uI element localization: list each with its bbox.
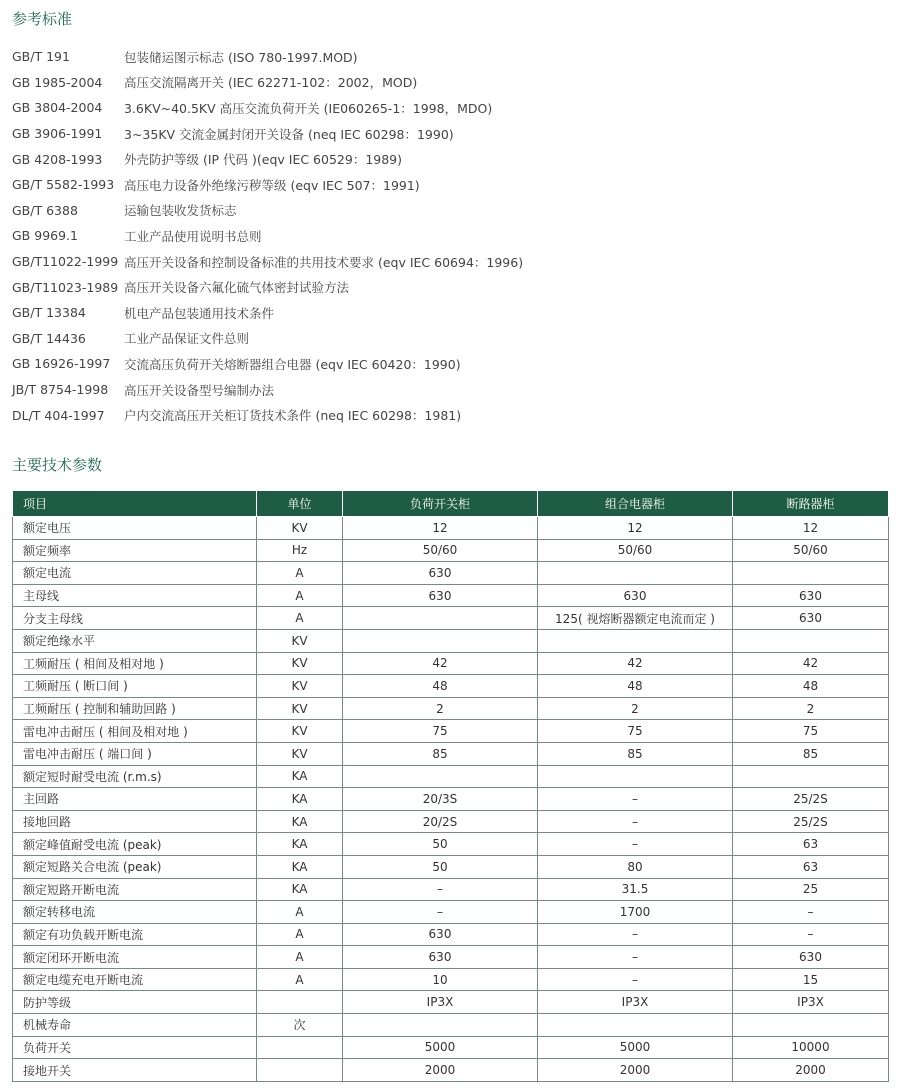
param-name-cell: 额定短路关合电流 (peak) xyxy=(13,855,257,878)
param-value-cell: 630 xyxy=(733,607,889,630)
param-value-cell: A xyxy=(257,562,343,585)
param-value-cell: KV xyxy=(257,517,343,540)
reference-name: 高压电力设备外绝缘污秽等级 (eqv IEC 507：1991) xyxy=(124,177,420,193)
param-value-cell: 25/2S xyxy=(733,788,889,811)
param-value-cell: 2 xyxy=(343,697,538,720)
param-name-cell: 额定电流 xyxy=(13,562,257,585)
column-header: 组合电器柜 xyxy=(538,491,733,517)
param-value-cell: IP3X xyxy=(733,991,889,1014)
param-value-cell xyxy=(343,1014,538,1037)
param-name-cell: 雷电冲击耐压 ( 端口间 ) xyxy=(13,742,257,765)
table-row xyxy=(13,1059,889,1082)
param-value-cell: 42 xyxy=(733,652,889,675)
param-value-cell: 42 xyxy=(538,652,733,675)
table-row xyxy=(13,629,889,652)
reference-name: 高压开关设备六氟化硫气体密封试验方法 xyxy=(124,280,350,296)
param-value-cell: 50/60 xyxy=(733,539,889,562)
reference-name: 包装储运图示标志 (ISO 780-1997.MOD) xyxy=(124,49,358,65)
reference-name: 高压开关设备型号编制办法 xyxy=(124,382,275,398)
reference-code: GB/T11022-1999 xyxy=(12,254,119,270)
param-name-cell: 机械寿命 xyxy=(13,1014,257,1037)
param-value-cell: 20/2S xyxy=(343,810,538,833)
param-value-cell xyxy=(733,765,889,788)
reference-row xyxy=(12,300,882,326)
table-row xyxy=(13,991,889,1014)
param-value-cell xyxy=(343,629,538,652)
param-value-cell: 12 xyxy=(343,517,538,540)
table-row xyxy=(13,946,889,969)
param-value-cell: KA xyxy=(257,788,343,811)
table-row xyxy=(13,788,889,811)
param-value-cell: KV xyxy=(257,697,343,720)
param-value-cell: IP3X xyxy=(538,991,733,1014)
reference-name: 运输包装收发货标志 xyxy=(124,203,237,219)
param-value-cell: A xyxy=(257,607,343,630)
param-value-cell: 75 xyxy=(538,720,733,743)
param-name-cell: 额定绝缘水平 xyxy=(13,629,257,652)
table-row xyxy=(13,675,889,698)
param-value-cell: KV xyxy=(257,629,343,652)
table-row xyxy=(13,607,889,630)
param-value-cell xyxy=(343,765,538,788)
table-row xyxy=(13,855,889,878)
param-value-cell: – xyxy=(538,810,733,833)
reference-name: 外壳防护等级 (IP 代码 )(eqv IEC 60529：1989) xyxy=(124,152,403,168)
param-value-cell: 次 xyxy=(257,1014,343,1037)
table-row xyxy=(13,923,889,946)
param-value-cell: 630 xyxy=(343,923,538,946)
param-value-cell: – xyxy=(538,788,733,811)
table-row xyxy=(13,584,889,607)
param-value-cell xyxy=(257,991,343,1014)
reference-row xyxy=(12,44,882,70)
param-value-cell: KA xyxy=(257,855,343,878)
reference-row xyxy=(12,402,882,428)
param-value-cell: 48 xyxy=(733,675,889,698)
reference-row xyxy=(12,377,882,403)
params-table xyxy=(12,490,889,1082)
param-value-cell: 31.5 xyxy=(538,878,733,901)
reference-row xyxy=(12,198,882,224)
param-value-cell: – xyxy=(733,901,889,924)
param-value-cell: – xyxy=(343,901,538,924)
param-name-cell: 主母线 xyxy=(13,584,257,607)
param-value-cell: 48 xyxy=(343,675,538,698)
param-value-cell: 48 xyxy=(538,675,733,698)
reference-code: GB/T11023-1989 xyxy=(12,279,119,295)
reference-name: 工业产品保证文件总则 xyxy=(124,331,250,347)
param-name-cell: 雷电冲击耐压 ( 相间及相对地 ) xyxy=(13,720,257,743)
param-name-cell: 防护等级 xyxy=(13,991,257,1014)
param-value-cell xyxy=(733,1014,889,1037)
param-value-cell: 42 xyxy=(343,652,538,675)
table-header-row xyxy=(13,491,889,517)
param-name-cell: 接地开关 xyxy=(13,1059,257,1082)
reference-row xyxy=(12,121,882,147)
param-value-cell: 25 xyxy=(733,878,889,901)
param-value-cell: – xyxy=(733,923,889,946)
param-value-cell: 630 xyxy=(343,562,538,585)
param-value-cell: 63 xyxy=(733,833,889,856)
param-value-cell: 85 xyxy=(538,742,733,765)
table-row xyxy=(13,1014,889,1037)
reference-row xyxy=(12,351,882,377)
table-row xyxy=(13,810,889,833)
table-row xyxy=(13,697,889,720)
reference-name: 3.6KV~40.5KV 高压交流负荷开关 (IE060265-1：1998，MDO) xyxy=(124,100,493,116)
param-value-cell: 630 xyxy=(343,584,538,607)
param-name-cell: 工频耐压 ( 断口间 ) xyxy=(13,675,257,698)
param-value-cell: 630 xyxy=(733,946,889,969)
param-value-cell xyxy=(257,1059,343,1082)
param-value-cell xyxy=(538,629,733,652)
reference-name: 3~35KV 交流金属封闭开关设备 (neq IEC 60298：1990) xyxy=(124,126,454,142)
param-name-cell: 额定短时耐受电流 (r.m.s) xyxy=(13,765,257,788)
table-row xyxy=(13,901,889,924)
reference-row xyxy=(12,95,882,121)
param-name-cell: 分支主母线 xyxy=(13,607,257,630)
reference-name: 户内交流高压开关柜订货技术条件 (neq IEC 60298：1981) xyxy=(124,408,462,424)
param-value-cell: KA xyxy=(257,878,343,901)
references-title: 参考标准 xyxy=(12,10,73,28)
param-value-cell: KV xyxy=(257,720,343,743)
param-name-cell: 接地回路 xyxy=(13,810,257,833)
column-header: 负荷开关柜 xyxy=(343,491,538,517)
table-row xyxy=(13,742,889,765)
param-value-cell: A xyxy=(257,968,343,991)
param-value-cell xyxy=(733,562,889,585)
reference-name: 高压开关设备和控制设备标准的共用技术要求 (eqv IEC 60694：1996) xyxy=(124,254,524,270)
param-value-cell: 630 xyxy=(538,584,733,607)
param-value-cell: – xyxy=(538,968,733,991)
reference-row xyxy=(12,274,882,300)
param-value-cell: 63 xyxy=(733,855,889,878)
reference-code: GB/T 14436 xyxy=(12,330,86,346)
param-name-cell: 额定电压 xyxy=(13,517,257,540)
param-name-cell: 额定峰值耐受电流 (peak) xyxy=(13,833,257,856)
param-value-cell xyxy=(733,629,889,652)
param-value-cell: 5000 xyxy=(538,1036,733,1059)
reference-code: DL/T 404-1997 xyxy=(12,407,105,423)
reference-name: 高压交流隔离开关 (IEC 62271-102：2002，MOD) xyxy=(124,75,418,91)
param-value-cell xyxy=(343,607,538,630)
reference-row xyxy=(12,326,882,352)
column-header: 单位 xyxy=(257,491,343,517)
param-value-cell: A xyxy=(257,923,343,946)
reference-name: 交流高压负荷开关熔断器组合电器 (eqv IEC 60420：1990) xyxy=(124,356,461,372)
param-value-cell: Hz xyxy=(257,539,343,562)
param-value-cell xyxy=(538,562,733,585)
param-value-cell: KA xyxy=(257,833,343,856)
param-value-cell: KA xyxy=(257,810,343,833)
param-value-cell: A xyxy=(257,946,343,969)
column-header: 断路器柜 xyxy=(733,491,889,517)
table-row xyxy=(13,539,889,562)
params-title: 主要技术参数 xyxy=(12,456,103,474)
param-value-cell xyxy=(538,1014,733,1037)
param-name-cell: 额定有功负载开断电流 xyxy=(13,923,257,946)
reference-code: GB 16926-1997 xyxy=(12,356,111,372)
table-row xyxy=(13,652,889,675)
reference-name: 机电产品包装通用技术条件 xyxy=(124,305,275,321)
param-value-cell: KV xyxy=(257,652,343,675)
table-row xyxy=(13,968,889,991)
reference-name: 工业产品使用说明书总则 xyxy=(124,228,262,244)
param-value-cell: 75 xyxy=(343,720,538,743)
param-value-cell: 2000 xyxy=(733,1059,889,1082)
param-name-cell: 工频耐压 ( 相间及相对地 ) xyxy=(13,652,257,675)
param-name-cell: 额定闭环开断电流 xyxy=(13,946,257,969)
reference-row xyxy=(12,172,882,198)
param-value-cell: – xyxy=(343,878,538,901)
param-value-cell: 2 xyxy=(538,697,733,720)
reference-code: GB/T 5582-1993 xyxy=(12,177,115,193)
table-row xyxy=(13,833,889,856)
param-value-cell: – xyxy=(538,833,733,856)
param-value-cell: 2000 xyxy=(343,1059,538,1082)
param-name-cell: 额定频率 xyxy=(13,539,257,562)
param-value-cell: – xyxy=(538,923,733,946)
param-value-cell: 630 xyxy=(343,946,538,969)
table-row xyxy=(13,878,889,901)
param-value-cell: KV xyxy=(257,675,343,698)
reference-code: GB 4208-1993 xyxy=(12,151,103,167)
param-value-cell: 20/3S xyxy=(343,788,538,811)
table-row xyxy=(13,562,889,585)
param-value-cell: 25/2S xyxy=(733,810,889,833)
table-row xyxy=(13,720,889,743)
param-value-cell: 12 xyxy=(538,517,733,540)
param-value-cell xyxy=(538,765,733,788)
param-value-cell xyxy=(257,1036,343,1059)
table-row xyxy=(13,1036,889,1059)
param-value-cell: 75 xyxy=(733,720,889,743)
param-value-cell: KV xyxy=(257,742,343,765)
reference-code: JB/T 8754-1998 xyxy=(12,382,109,398)
reference-code: GB/T 6388 xyxy=(12,202,78,218)
param-value-cell: A xyxy=(257,901,343,924)
param-value-cell: 80 xyxy=(538,855,733,878)
param-value-cell: 15 xyxy=(733,968,889,991)
param-name-cell: 负荷开关 xyxy=(13,1036,257,1059)
param-value-cell: 2 xyxy=(733,697,889,720)
reference-row xyxy=(12,70,882,96)
param-value-cell: 50/60 xyxy=(343,539,538,562)
param-value-cell: 10 xyxy=(343,968,538,991)
param-name-cell: 主回路 xyxy=(13,788,257,811)
reference-code: GB 1985-2004 xyxy=(12,74,103,90)
reference-row xyxy=(12,249,882,275)
param-name-cell: 额定转移电流 xyxy=(13,901,257,924)
table-row xyxy=(13,517,889,540)
reference-code: GB/T 191 xyxy=(12,49,70,65)
param-value-cell: 50 xyxy=(343,833,538,856)
param-name-cell: 额定短路开断电流 xyxy=(13,878,257,901)
reference-code: GB 9969.1 xyxy=(12,228,78,244)
param-value-cell: – xyxy=(538,946,733,969)
param-value-cell: KA xyxy=(257,765,343,788)
reference-code: GB 3906-1991 xyxy=(12,126,103,142)
param-value-cell: 12 xyxy=(733,517,889,540)
param-name-cell: 额定电缆充电开断电流 xyxy=(13,968,257,991)
param-value-cell: 10000 xyxy=(733,1036,889,1059)
reference-row xyxy=(12,223,882,249)
column-header: 项目 xyxy=(13,491,257,517)
param-value-cell: 85 xyxy=(733,742,889,765)
param-value-cell: 125( 视熔断器额定电流而定 ) xyxy=(538,607,733,630)
param-value-cell: 2000 xyxy=(538,1059,733,1082)
param-value-cell: 50 xyxy=(343,855,538,878)
param-value-cell: A xyxy=(257,584,343,607)
reference-row xyxy=(12,146,882,172)
param-value-cell: 85 xyxy=(343,742,538,765)
table-row xyxy=(13,765,889,788)
references-list xyxy=(12,44,882,428)
reference-code: GB/T 13384 xyxy=(12,305,86,321)
param-value-cell: 630 xyxy=(733,584,889,607)
param-name-cell: 工频耐压 ( 控制和辅助回路 ) xyxy=(13,697,257,720)
param-value-cell: IP3X xyxy=(343,991,538,1014)
param-value-cell: 50/60 xyxy=(538,539,733,562)
reference-code: GB 3804-2004 xyxy=(12,100,103,116)
param-value-cell: 1700 xyxy=(538,901,733,924)
param-value-cell: 5000 xyxy=(343,1036,538,1059)
